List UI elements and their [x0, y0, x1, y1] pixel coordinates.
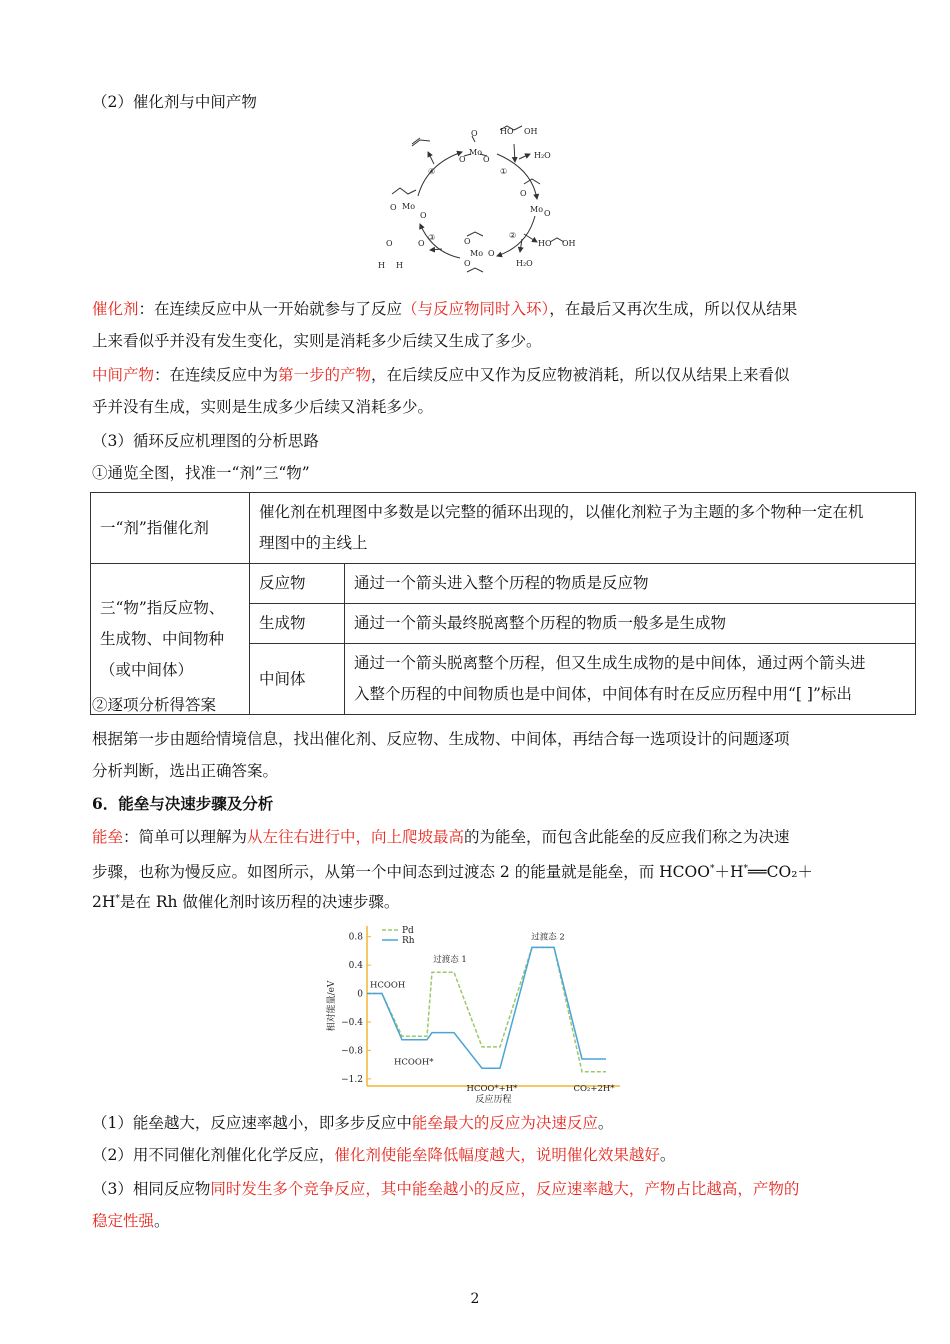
x-axis-label: 反应历程 — [475, 1095, 512, 1105]
catalyst-definition-line2: 上来看似乎并没有发生变化，实则是消耗多少后续又生成了多少。 — [92, 332, 542, 350]
svg-text:HO: HO — [538, 239, 552, 248]
svg-text:Mo: Mo — [469, 148, 483, 157]
svg-text:O: O — [464, 237, 471, 246]
step-4-label: ④ — [428, 167, 436, 176]
svg-text:O: O — [471, 129, 478, 138]
table-cell: 生成物 — [250, 604, 345, 644]
svg-text:O: O — [418, 239, 425, 248]
state-label-s1: HCOOH* — [394, 1057, 434, 1068]
table-cell: 一“剂”指催化剂 — [91, 493, 250, 564]
state-label-ts1: 过渡态 1 — [433, 955, 467, 966]
svg-text:O: O — [544, 209, 551, 218]
table-cell: 三“物”指反应物、 生成物、中间物种 （或中间体） — [91, 564, 250, 715]
table-row — [91, 493, 916, 564]
table-row — [91, 564, 916, 604]
svg-text:O: O — [459, 155, 466, 164]
step-two-text: 根据第一步由题给情境信息，找出催化剂、反应物、生成物、中间体，再结合每一选项设计的问题逐项 — [92, 730, 790, 748]
svg-text:HO: HO — [500, 127, 514, 136]
legend-label-rh: Rh — [402, 936, 415, 946]
svg-text:O: O — [483, 155, 490, 164]
series-line-rh — [367, 947, 606, 1068]
svg-text:O: O — [464, 259, 471, 268]
catalyst-definition: 催化剂：在连续反应中从一开始就参与了反应（与反应物同时入环），在最后又再次生成，所以仅从结果 — [92, 300, 798, 318]
point-3-line2: 稳定性强。 — [92, 1212, 170, 1230]
page-number: 2 — [470, 1291, 480, 1307]
energy-barrier-line3: 2H*是在 Rh 做催化剂时该历程的决速步骤。 — [92, 893, 400, 912]
state-label-ts2: 过渡态 2 — [531, 932, 565, 943]
catalytic-cycle-diagram — [372, 124, 582, 276]
energy-profile-chart — [322, 918, 626, 1108]
svg-text:O: O — [520, 189, 527, 198]
svg-text:OH: OH — [562, 239, 576, 248]
y-tick-label: −0.8 — [341, 1046, 363, 1057]
cycle-arrow-3 — [420, 224, 460, 258]
table-cell: 反应物 — [250, 564, 345, 604]
svg-text:O: O — [386, 239, 393, 248]
svg-text:H₂O: H₂O — [516, 259, 533, 268]
section-heading-analysis: （3）循环反应机理图的分析思路 — [92, 432, 319, 450]
intermediate-definition-line2: 乎并没有生成，实则是生成多少后续又消耗多少。 — [92, 398, 434, 416]
y-tick-label: 0.4 — [348, 961, 363, 972]
y-tick-label: −1.2 — [341, 1074, 363, 1085]
y-tick-label: −0.4 — [341, 1018, 363, 1028]
point-1: （1）能垒越大，反应速率越小，即多步反应中能垒最大的反应为决速反应。 — [92, 1114, 614, 1132]
svg-text:H: H — [378, 261, 385, 270]
table-cell: 通过一个箭头脱离整个历程，但又生成生成物的是中间体，通过两个箭头进 入整个历程的中间物质也是中间体，中间体有时在反应历程中用“[ ]”标出 — [345, 644, 916, 715]
svg-text:O: O — [420, 211, 427, 220]
state-label-s3: CO₂+2H* — [573, 1083, 615, 1094]
mechanism-table — [90, 492, 916, 715]
section-heading-catalyst-intermediate: （2）催化剂与中间产物 — [92, 93, 257, 111]
svg-text:Mo: Mo — [530, 205, 544, 214]
table-cell: 通过一个箭头最终脱离整个历程的物质一般多是生成物 — [345, 604, 916, 644]
y-tick-label: 0 — [357, 989, 363, 1000]
step-two-heading: ②逐项分析得答案 — [92, 696, 217, 714]
state-label-s0: HCOOH — [370, 980, 406, 991]
section-heading-energy-barrier: 6．能垒与决速步骤及分析 — [92, 794, 274, 813]
svg-text:Mo: Mo — [470, 249, 484, 258]
table-cell: 通过一个箭头进入整个历程的物质是反应物 — [345, 564, 916, 604]
table-cell: 中间体 — [250, 644, 345, 715]
energy-barrier-line2: 步骤，也称为慢反应。如图所示，从第一个中间态到过渡态 2 的能量就是能垒，而 HCOO*＋H*══CO₂＋ — [92, 863, 813, 882]
step-1-label: ① — [500, 167, 508, 176]
energy-barrier-definition: 能垒：简单可以理解为从左往右进行中，向上爬坡最高的为能垒，而包含此能垒的反应我们称之为决速 — [92, 828, 790, 846]
step-3-label: ③ — [428, 233, 436, 242]
svg-text:OH: OH — [524, 127, 538, 136]
table-cell: 催化剂在机理图中多数是以完整的循环出现的，以催化剂粒子为主题的多个物种一定在机 理图中的主线上 — [250, 493, 916, 564]
step-one-heading: ①通览全图，找准一“剂”三“物” — [92, 464, 310, 482]
cycle-arrow-1 — [497, 154, 537, 199]
svg-text:O: O — [488, 249, 495, 258]
point-2: （2）用不同催化剂催化化学反应，催化剂使能垒降低幅度越大，说明催化效果越好。 — [92, 1146, 676, 1164]
step-2-label: ② — [509, 231, 517, 240]
intermediate-definition: 中间产物：在连续反应中为第一步的产物，在后续反应中又作为反应物被消耗，所以仅从结果上来看似 — [92, 366, 790, 384]
legend-label-pd: Pd — [402, 926, 414, 936]
svg-text:O: O — [390, 203, 397, 212]
intermediate-label: 中间产物 — [92, 366, 155, 384]
cycle-arrow-4 — [418, 152, 462, 196]
svg-text:Mo: Mo — [402, 202, 416, 211]
state-label-s2: HCOO*+H* — [466, 1083, 518, 1094]
point-3: （3）相同反应物同时发生多个竞争反应，其中能垒越小的反应，反应速率越大，产物占比越高，产物的 — [92, 1180, 800, 1198]
svg-text:H: H — [396, 261, 403, 270]
step-two-text-line2: 分析判断，选出正确答案。 — [92, 762, 279, 780]
y-tick-label: 0.8 — [348, 932, 363, 943]
svg-text:H₂O: H₂O — [534, 151, 551, 160]
y-axis-label: 相对能量/eV — [327, 980, 337, 1032]
catalyst-label: 催化剂 — [92, 300, 139, 318]
